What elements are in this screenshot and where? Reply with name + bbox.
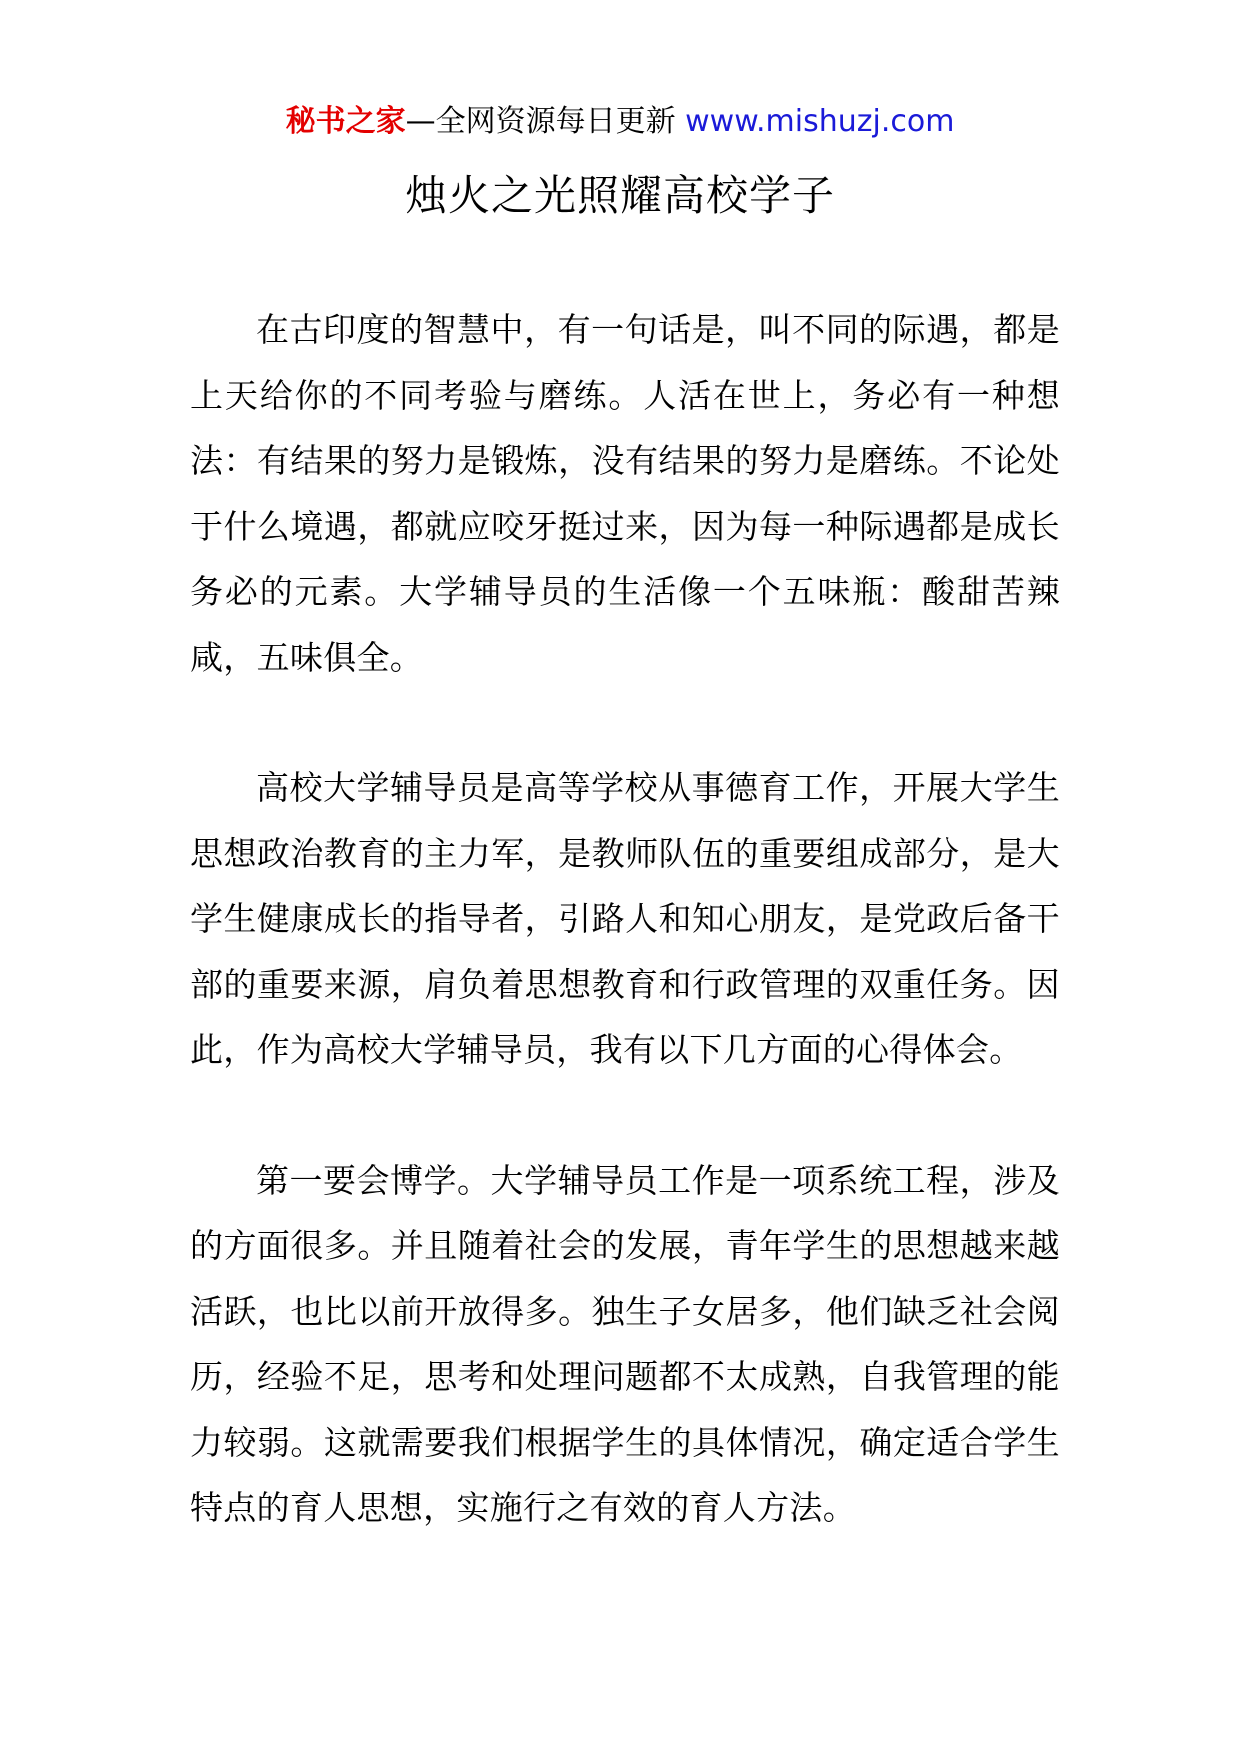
- site-brand: 秘书之家: [285, 104, 406, 139]
- site-header: [0, 100, 1240, 144]
- document-body: [190, 297, 1060, 1606]
- document-title: 烛火之光照耀高校学子: [404, 171, 835, 220]
- site-tagline: —全网资源每日更新: [405, 104, 686, 139]
- site-url-link[interactable]: www.mishuzj.com: [685, 104, 955, 139]
- paragraph-1: 在古印度的智慧中，有一句话是，叫不同的际遇，都是上天给你的不同考验与磨练。人活在世上，务必有一种想法：有结果的努力是锻炼，没有结果的努力是磨练。不论处于什么境遇，都就应咬牙挺过来，因为每一种际遇都是成长务必的元素。大学辅导员的生活像一个五味瓶：酸甜苦辣咸，五味俱全。: [190, 310, 1060, 677]
- paragraph-2: 高校大学辅导员是高等学校从事德育工作，开展大学生思想政治教育的主力军，是教师队伍的重要组成部分，是大学生健康成长的指导者，引路人和知心朋友，是党政后备干部的重要来源，肩负着思想教育和行政管理的双重任务。因此，作为高校大学辅导员，我有以下几方面的心得体会。: [190, 768, 1060, 1069]
- paragraph-3: 第一要会博学。大学辅导员工作是一项系统工程，涉及的方面很多。并且随着社会的发展，青年学生的思想越来越活跃，也比以前开放得多。独生子女居多，他们缺乏社会阅历，经验不足，思考和处理问题都不太成熟，自我管理的能力较弱。这就需要我们根据学生的具体情况，确定适合学生特点的育人思想，实施行之有效的育人方法。: [190, 1160, 1060, 1527]
